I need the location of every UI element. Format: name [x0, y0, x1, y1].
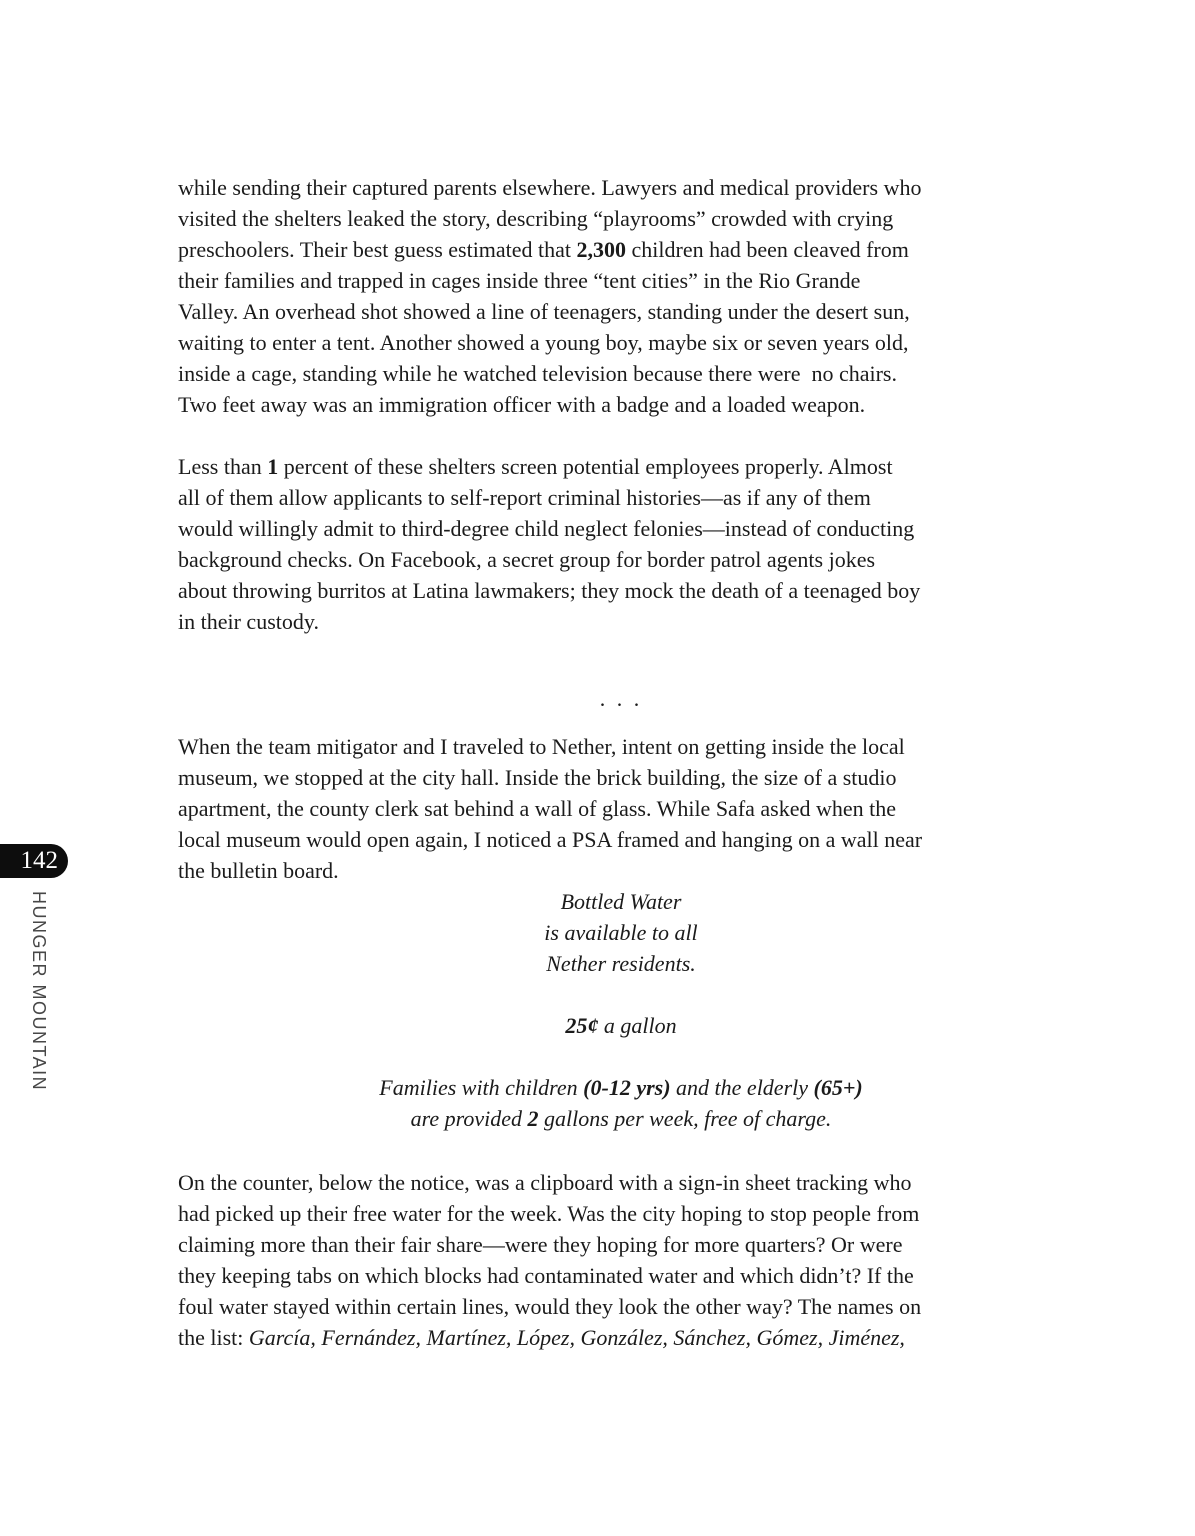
text-line	[178, 1198, 1064, 1229]
text-line	[178, 762, 1064, 793]
text-run: while sending their captured parents elsewhere. Lawyers and medical providers who	[178, 175, 922, 200]
text-run: they keeping tabs on which blocks had contaminated water and which didn’t? If the	[178, 1263, 914, 1288]
text-run: the bulletin board.	[178, 858, 339, 883]
body-paragraph	[178, 451, 1064, 637]
text-line	[178, 1010, 1064, 1041]
body-paragraph	[178, 172, 1064, 420]
text-line	[178, 606, 1064, 637]
text-run: had picked up their free water for the week. Was the city hoping to stop people from	[178, 1201, 920, 1226]
text-run: percent of these shelters screen potential employees properly. Almost	[278, 454, 893, 479]
notice-block	[178, 886, 1064, 979]
text-run: apartment, the county clerk sat behind a wall of glass. While Safa asked when the	[178, 796, 897, 821]
text-run: Families with children	[379, 1075, 584, 1100]
text-run: are provided	[410, 1106, 528, 1131]
text-run: Nether residents.	[546, 951, 696, 976]
text-line	[178, 234, 1064, 265]
text-run: (0-12 yrs)	[583, 1075, 671, 1100]
text-run: about throwing burritos at Latina lawmakers; they mock the death of a teenaged boy	[178, 578, 921, 603]
text-run: Less than	[178, 454, 268, 479]
section-separator: . . .	[599, 686, 643, 711]
text-run: Valley. An overhead shot showed a line of teenagers, standing under the desert sun,	[178, 299, 910, 324]
page-number: 142	[20, 847, 58, 874]
text-run: 2	[527, 1106, 539, 1131]
text-line	[178, 824, 1064, 855]
text-line	[178, 358, 1064, 389]
text-run: claiming more than their fair share—were they hoping for more quarters? Or were	[178, 1232, 903, 1257]
text-run: would willingly admit to third-degree child neglect felonies—instead of conducting	[178, 516, 915, 541]
text-run: in their custody.	[178, 609, 319, 634]
notice-block	[178, 1010, 1064, 1041]
text-run: 2,300	[576, 237, 627, 262]
text-line	[178, 451, 1064, 482]
text-line	[178, 1291, 1064, 1322]
text-line	[178, 917, 1064, 948]
text-run: preschoolers. Their best guess estimated that	[178, 237, 577, 262]
text-run: their families and trapped in cages inside three “tent cities” in the Rio Grande	[178, 268, 861, 293]
text-run: the list:	[178, 1325, 249, 1350]
text-line	[178, 513, 1064, 544]
text-run: a gallon	[598, 1013, 677, 1038]
text-line	[178, 1322, 1064, 1353]
text-run: García, Fernández, Martínez, López, González, Sánchez, Gómez, Jiménez,	[248, 1325, 905, 1350]
text-line	[178, 575, 1064, 606]
text-line	[178, 327, 1064, 358]
text-line	[178, 1072, 1064, 1103]
notice-block	[178, 1072, 1064, 1134]
text-run: waiting to enter a tent. Another showed a young boy, maybe six or seven years old,	[178, 330, 909, 355]
text-run: Bottled Water	[560, 889, 682, 914]
page-number-badge	[0, 844, 68, 878]
text-run: museum, we stopped at the city hall. Inside the brick building, the size of a studio	[178, 765, 897, 790]
page-content	[178, 172, 1064, 1353]
text-line	[178, 1167, 1064, 1198]
text-line	[178, 1103, 1064, 1134]
text-line	[178, 203, 1064, 234]
text-line	[178, 886, 1064, 917]
text-line	[178, 544, 1064, 575]
text-run: local museum would open again, I noticed a PSA framed and hanging on a wall near	[178, 827, 923, 852]
text-run: background checks. On Facebook, a secret group for border patrol agents jokes	[178, 547, 876, 572]
text-run: and the elderly	[670, 1075, 814, 1100]
text-line	[178, 855, 1064, 886]
text-run: (65+)	[813, 1075, 863, 1100]
text-run: When the team mitigator and I traveled to Nether, intent on getting inside the local	[178, 734, 905, 759]
text-run: 1	[267, 454, 279, 479]
text-run: children had been cleaved from	[626, 237, 909, 262]
text-line	[178, 1229, 1064, 1260]
text-line	[178, 793, 1064, 824]
text-line	[178, 265, 1064, 296]
text-run: all of them allow applicants to self-report criminal histories—as if any of them	[178, 485, 871, 510]
text-run: foul water stayed within certain lines, would they look the other way? The names on	[178, 1294, 922, 1319]
text-run: Two feet away was an immigration officer with a badge and a loaded weapon.	[178, 392, 866, 417]
text-line	[178, 731, 1064, 762]
text-line	[178, 1260, 1064, 1291]
text-run: On the counter, below the notice, was a clipboard with a sign-in sheet tracking who	[178, 1170, 912, 1195]
text-run: is available to all	[544, 920, 698, 945]
text-line	[178, 482, 1064, 513]
text-run: visited the shelters leaked the story, describing “playrooms” crowded with crying	[178, 206, 894, 231]
text-run: gallons per week, free of charge.	[538, 1106, 832, 1131]
text-line	[178, 389, 1064, 420]
text-line	[178, 296, 1064, 327]
journal-title-vertical: HUNGER MOUNTAIN	[29, 891, 49, 1092]
body-paragraph	[178, 1167, 1064, 1353]
body-paragraph	[178, 731, 1064, 886]
text-line	[178, 172, 1064, 203]
text-run: inside a cage, standing while he watched television because there were no chairs.	[178, 361, 897, 386]
text-line	[178, 948, 1064, 979]
text-run: 25¢	[565, 1013, 599, 1038]
